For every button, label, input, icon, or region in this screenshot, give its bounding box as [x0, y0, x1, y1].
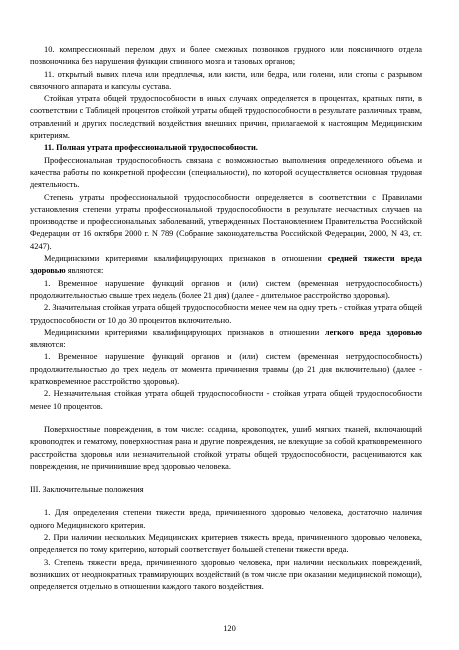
paragraph-medium-harm-intro: Медицинскими критериями квалифицирующих признаков в отношении средней тяжести вреда здоровью являются: [30, 254, 422, 276]
page-number: 120 [223, 624, 236, 633]
paragraph-superficial-injuries: Поверхностные повреждения, в том числе: ссадина, кровоподтек, ушиб мягких тканей, включающий кровоподтек и гематому, поверхностная рана и другие повреждения, не влекущие за собой кратковременного расстройства здоровья или незначительной стойкой утраты общей трудоспособности, расцениваются как повреждения, не причинившие вред здоровью человека. [30, 424, 422, 471]
paragraph-light-harm-intro: Медицинскими критериями квалифицирующих признаков в отношении легкого вреда здоровью являются: [30, 327, 422, 350]
paragraph-medium-item-2: 2. Значительная стойкая утрата общей трудоспособности менее чем на одну треть - стойкая утрата общей трудоспособности от 10 до 30 процентов включительно. [30, 303, 422, 325]
paragraph-professional-degree: Степень утраты профессиональной трудоспособности определяется в соответствии с Правилами установления степени утраты профессиональной трудоспособности в результате несчастных случаев на производстве и профессиональных заболеваний, утвержденных Постановлением Правительства Российской Федерации от 16 октября 2000 г. N 789 (Собрание законодательства Российской Федерации, 2000, N 43, ст. 4247). [30, 192, 422, 251]
spacer [30, 496, 422, 507]
paragraph-item-11: 11. открытый вывих плеча или предплечья, или кисти, или бедра, или голени, или стопы с разрывом связочного аппарата и капсулы сустава. [30, 69, 422, 91]
paragraph-professional-capacity: Профессиональная трудоспособность связана с возможностью выполнения определенного объема и качества работы по конкретной профессии (специальности), по которой осуществляется основная трудовая деятельность. [30, 155, 422, 190]
paragraph-light-item-2: 2. Незначительная стойкая утрата общей трудоспособности - стойкая утрата общей трудоспособности менее 10 процентов. [30, 389, 422, 411]
heading-professional-loss: 11. Полная утрата профессиональной трудоспособности. [44, 143, 258, 153]
spacer [30, 413, 422, 424]
section-heading-final-provisions: III. Заключительные положения [30, 485, 144, 495]
spacer [30, 473, 422, 484]
paragraph-permanent-loss: Стойкая утрата общей трудоспособности в иных случаях определяется в процентах, кратных пяти, в соответствии с Таблицей процентов стойкой утраты общей трудоспособности в результате различных травм, отравлений и других последствий воздействия внешних причин, прилагаемой к настоящим Медицинским критериям. [30, 94, 422, 141]
paragraph-final-item-2: 2. При наличии нескольких Медицинских критериев тяжесть вреда, причиненного здоровью человека, определяется по тому критерию, который соответствует большей степени тяжести вреда. [30, 532, 422, 555]
paragraph-medium-item-1: 1. Временное нарушение функций органов и (или) систем (временная нетрудоспособность) продолжительностью свыше трех недель (более 21 дня) (далее - длительное расстройство здоровья). [30, 278, 422, 300]
paragraph-final-item-3: 3. Степень тяжести вреда, причиненного здоровью человека, при наличии нескольких повреждений, возникших от неоднократных травмирующих воздействий (в том числе при оказании медицинской помощи), определяется отдельно в отношении каждого такого воздействия. [30, 557, 422, 592]
paragraph-light-item-1: 1. Временное нарушение функций органов и (или) систем (временная нетрудоспособность) продолжительностью до трех недель от момента причинения травмы (до 21 дня включительно) (далее - кратковременное расстройство здоровья). [30, 352, 422, 387]
paragraph-item-10: 10. компрессионный перелом двух и более смежных позвонков грудного или поясничного отдела позвоночника без нарушения функции спинного мозга и тазовых органов; [30, 45, 422, 67]
paragraph-final-item-1: 1. Для определения степени тяжести вреда, причиненного здоровью человека, достаточно наличия одного Медицинского критерия. [30, 508, 422, 530]
